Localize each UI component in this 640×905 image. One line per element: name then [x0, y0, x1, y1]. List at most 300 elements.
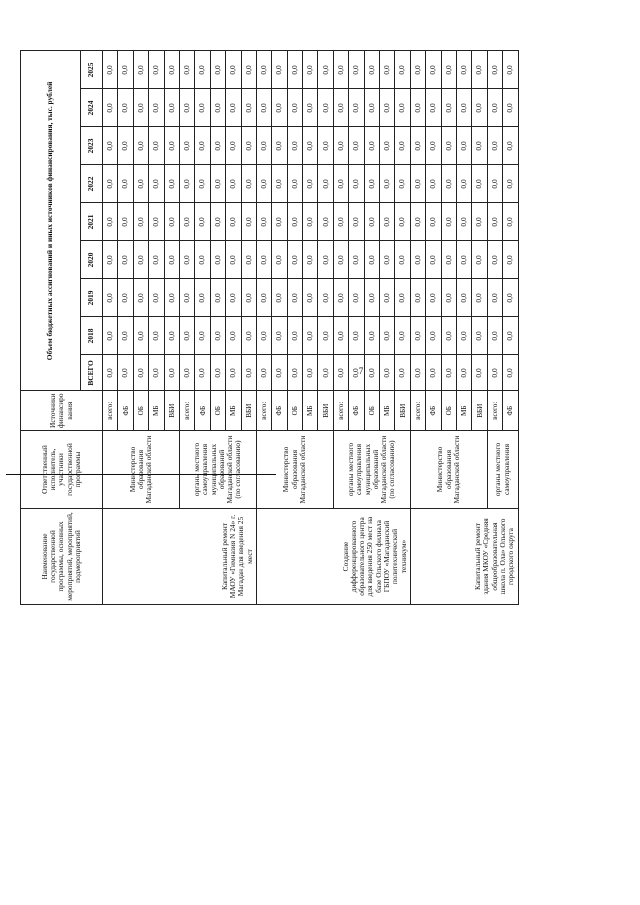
year-value-cell: 0,0 — [210, 127, 225, 165]
year-value-cell: 0,0 — [426, 317, 441, 355]
total-value-cell: 0,0 — [410, 355, 425, 391]
year-value-cell: 0,0 — [487, 279, 502, 317]
year-value-cell: 0,0 — [164, 89, 179, 127]
year-value-cell: 0,0 — [349, 203, 364, 241]
year-value-cell: 0,0 — [318, 165, 333, 203]
year-value-cell: 0,0 — [241, 317, 256, 355]
header-volume: Объем бюджетных ассигнований и иных источников финансирования, тыс. рублей — [21, 51, 81, 391]
year-value-cell: 0,0 — [380, 51, 395, 89]
year-value-cell: 0,0 — [426, 89, 441, 127]
year-value-cell: 0,0 — [133, 51, 148, 89]
total-value-cell: 0,0 — [441, 355, 456, 391]
year-value-cell: 0,0 — [287, 317, 302, 355]
year-value-cell: 0,0 — [503, 317, 518, 355]
year-value-cell: 0,0 — [195, 203, 210, 241]
year-value-cell: 0,0 — [333, 279, 348, 317]
year-value-cell: 0,0 — [179, 317, 194, 355]
year-value-cell: 0,0 — [241, 165, 256, 203]
source-cell: всего: — [179, 391, 194, 431]
year-value-cell: 0,0 — [195, 317, 210, 355]
year-value-cell: 0,0 — [472, 279, 487, 317]
year-value-cell: 0,0 — [441, 203, 456, 241]
year-value-cell: 0,0 — [503, 51, 518, 89]
year-value-cell: 0,0 — [487, 241, 502, 279]
source-cell: ОБ — [287, 391, 302, 431]
year-value-cell: 0,0 — [410, 203, 425, 241]
year-value-cell: 0,0 — [226, 317, 241, 355]
year-value-cell: 0,0 — [195, 89, 210, 127]
year-value-cell: 0,0 — [487, 317, 502, 355]
year-value-cell: 0,0 — [179, 203, 194, 241]
year-value-cell: 0,0 — [410, 89, 425, 127]
year-value-cell: 0,0 — [395, 203, 410, 241]
year-value-cell: 0,0 — [487, 165, 502, 203]
year-value-cell: 0,0 — [164, 241, 179, 279]
year-value-cell: 0,0 — [149, 89, 164, 127]
year-value-cell: 0,0 — [303, 203, 318, 241]
year-value-cell: 0,0 — [256, 241, 271, 279]
year-value-cell: 0,0 — [256, 279, 271, 317]
year-value-cell: 0,0 — [164, 317, 179, 355]
year-value-cell: 0,0 — [272, 127, 287, 165]
year-value-cell: 0,0 — [149, 51, 164, 89]
year-value-cell: 0,0 — [364, 203, 379, 241]
year-value-cell: 0,0 — [226, 279, 241, 317]
year-value-cell: 0,0 — [349, 89, 364, 127]
year-value-cell: 0,0 — [333, 165, 348, 203]
year-value-cell: 0,0 — [103, 203, 118, 241]
year-value-cell: 0,0 — [226, 203, 241, 241]
header-source: Источники финансиро вания — [21, 391, 103, 431]
year-value-cell: 0,0 — [149, 317, 164, 355]
year-value-cell: 0,0 — [210, 203, 225, 241]
source-cell: ВБИ — [164, 391, 179, 431]
source-cell: ВБИ — [472, 391, 487, 431]
year-value-cell: 0,0 — [349, 317, 364, 355]
year-value-cell: 0,0 — [179, 51, 194, 89]
year-value-cell: 0,0 — [364, 241, 379, 279]
year-value-cell: 0,0 — [164, 127, 179, 165]
year-value-cell: 0,0 — [195, 241, 210, 279]
year-value-cell: 0,0 — [456, 279, 471, 317]
total-value-cell: 0,0 — [210, 355, 225, 391]
year-value-cell: 0,0 — [164, 203, 179, 241]
year-value-cell: 0,0 — [472, 89, 487, 127]
year-value-cell: 0,0 — [318, 51, 333, 89]
source-cell: ФБ — [118, 391, 133, 431]
year-value-cell: 0,0 — [364, 317, 379, 355]
source-cell: ОБ — [133, 391, 148, 431]
year-value-cell: 0,0 — [118, 279, 133, 317]
year-value-cell: 0,0 — [426, 127, 441, 165]
year-value-cell: 0,0 — [380, 127, 395, 165]
year-value-cell: 0,0 — [456, 127, 471, 165]
year-value-cell: 0,0 — [103, 279, 118, 317]
year-value-cell: 0,0 — [118, 51, 133, 89]
year-value-cell: 0,0 — [241, 127, 256, 165]
year-value-cell: 0,0 — [103, 51, 118, 89]
year-value-cell: 0,0 — [318, 203, 333, 241]
header-year: 2021 — [81, 203, 103, 241]
year-value-cell: 0,0 — [364, 279, 379, 317]
year-value-cell: 0,0 — [149, 127, 164, 165]
total-value-cell: 0,0 — [456, 355, 471, 391]
year-value-cell: 0,0 — [287, 241, 302, 279]
year-value-cell: 0,0 — [410, 279, 425, 317]
header-year: 2025 — [81, 51, 103, 89]
year-value-cell: 0,0 — [226, 51, 241, 89]
year-value-cell: 0,0 — [503, 241, 518, 279]
year-value-cell: 0,0 — [456, 317, 471, 355]
year-value-cell: 0,0 — [241, 279, 256, 317]
year-value-cell: 0,0 — [179, 89, 194, 127]
header-year: 2019 — [81, 279, 103, 317]
source-cell: ФБ — [272, 391, 287, 431]
source-cell: ФБ — [426, 391, 441, 431]
year-value-cell: 0,0 — [487, 51, 502, 89]
year-value-cell: 0,0 — [487, 89, 502, 127]
executor-cell: органы местного самоуправления муниципальных образований Магаданской области (по согласованию) — [179, 431, 256, 509]
year-value-cell: 0,0 — [195, 51, 210, 89]
total-value-cell: 0,0 — [179, 355, 194, 391]
total-value-cell: 0,0 — [103, 355, 118, 391]
year-value-cell: 0,0 — [256, 89, 271, 127]
year-value-cell: 0,0 — [456, 203, 471, 241]
year-value-cell: 0,0 — [287, 279, 302, 317]
year-value-cell: 0,0 — [241, 203, 256, 241]
year-value-cell: 0,0 — [456, 51, 471, 89]
year-value-cell: 0,0 — [410, 127, 425, 165]
year-value-cell: 0,0 — [441, 317, 456, 355]
year-value-cell: 0,0 — [426, 165, 441, 203]
year-value-cell: 0,0 — [426, 51, 441, 89]
year-value-cell: 0,0 — [287, 203, 302, 241]
year-value-cell: 0,0 — [287, 127, 302, 165]
funding-table — [20, 50, 519, 605]
year-value-cell: 0,0 — [210, 279, 225, 317]
year-value-cell: 0,0 — [487, 127, 502, 165]
year-value-cell: 0,0 — [133, 127, 148, 165]
source-cell: МБ — [380, 391, 395, 431]
year-value-cell: 0,0 — [118, 241, 133, 279]
year-value-cell: 0,0 — [179, 241, 194, 279]
year-value-cell: 0,0 — [133, 279, 148, 317]
year-value-cell: 0,0 — [395, 89, 410, 127]
total-value-cell: 0,0 — [349, 355, 364, 391]
year-value-cell: 0,0 — [349, 51, 364, 89]
total-value-cell: 0,0 — [226, 355, 241, 391]
source-cell: МБ — [226, 391, 241, 431]
year-value-cell: 0,0 — [210, 241, 225, 279]
year-value-cell: 0,0 — [303, 51, 318, 89]
year-value-cell: 0,0 — [472, 127, 487, 165]
year-value-cell: 0,0 — [472, 241, 487, 279]
source-cell: МБ — [303, 391, 318, 431]
year-value-cell: 0,0 — [380, 89, 395, 127]
year-value-cell: 0,0 — [333, 127, 348, 165]
header-year: 2024 — [81, 89, 103, 127]
year-value-cell: 0,0 — [349, 165, 364, 203]
year-value-cell: 0,0 — [364, 51, 379, 89]
year-value-cell: 0,0 — [103, 127, 118, 165]
total-value-cell: 0,0 — [241, 355, 256, 391]
year-value-cell: 0,0 — [472, 165, 487, 203]
source-cell: ФБ — [195, 391, 210, 431]
total-value-cell: 0,0 — [426, 355, 441, 391]
total-value-cell: 0,0 — [287, 355, 302, 391]
year-value-cell: 0,0 — [256, 317, 271, 355]
year-value-cell: 0,0 — [287, 165, 302, 203]
source-cell: ВБИ — [395, 391, 410, 431]
source-cell: МБ — [149, 391, 164, 431]
source-cell: МБ — [456, 391, 471, 431]
year-value-cell: 0,0 — [426, 279, 441, 317]
year-value-cell: 0,0 — [210, 51, 225, 89]
year-value-cell: 0,0 — [303, 317, 318, 355]
year-value-cell: 0,0 — [333, 317, 348, 355]
year-value-cell: 0,0 — [318, 317, 333, 355]
year-value-cell: 0,0 — [410, 317, 425, 355]
year-value-cell: 0,0 — [241, 241, 256, 279]
year-value-cell: 0,0 — [395, 317, 410, 355]
source-cell: ОБ — [364, 391, 379, 431]
total-value-cell: 0,0 — [303, 355, 318, 391]
total-value-cell: 0,0 — [149, 355, 164, 391]
total-value-cell: 0,0 — [395, 355, 410, 391]
year-value-cell: 0,0 — [318, 279, 333, 317]
year-value-cell: 0,0 — [164, 279, 179, 317]
year-value-cell: 0,0 — [149, 165, 164, 203]
year-value-cell: 0,0 — [179, 127, 194, 165]
year-value-cell: 0,0 — [272, 51, 287, 89]
year-value-cell: 0,0 — [456, 165, 471, 203]
year-value-cell: 0,0 — [349, 279, 364, 317]
year-value-cell: 0,0 — [395, 279, 410, 317]
year-value-cell: 0,0 — [149, 203, 164, 241]
year-value-cell: 0,0 — [149, 279, 164, 317]
year-value-cell: 0,0 — [133, 317, 148, 355]
year-value-cell: 0,0 — [503, 127, 518, 165]
executor-cell: Министерство образования Магаданской области — [410, 431, 487, 509]
year-value-cell: 0,0 — [380, 279, 395, 317]
year-value-cell: 0,0 — [441, 127, 456, 165]
source-cell: ФБ — [503, 391, 518, 431]
total-value-cell: 0,0 — [380, 355, 395, 391]
year-value-cell: 0,0 — [303, 279, 318, 317]
year-value-cell: 0,0 — [472, 317, 487, 355]
total-value-cell: 0,0 — [472, 355, 487, 391]
total-value-cell: 0,0 — [503, 355, 518, 391]
year-value-cell: 0,0 — [210, 317, 225, 355]
year-value-cell: 0,0 — [256, 127, 271, 165]
year-value-cell: 0,0 — [133, 165, 148, 203]
total-value-cell: 0,0 — [118, 355, 133, 391]
year-value-cell: 0,0 — [272, 165, 287, 203]
year-value-cell: 0,0 — [287, 89, 302, 127]
year-value-cell: 0,0 — [133, 241, 148, 279]
total-value-cell: 0,0 — [272, 355, 287, 391]
year-value-cell: 0,0 — [133, 89, 148, 127]
year-value-cell: 0,0 — [149, 241, 164, 279]
year-value-cell: 0,0 — [256, 203, 271, 241]
total-value-cell: 0,0 — [333, 355, 348, 391]
year-value-cell: 0,0 — [441, 89, 456, 127]
year-value-cell: 0,0 — [487, 203, 502, 241]
year-value-cell: 0,0 — [441, 165, 456, 203]
year-value-cell: 0,0 — [364, 127, 379, 165]
year-value-cell: 0,0 — [179, 279, 194, 317]
year-value-cell: 0,0 — [195, 127, 210, 165]
year-value-cell: 0,0 — [380, 317, 395, 355]
page-number: 7 — [358, 365, 364, 376]
source-cell: всего: — [487, 391, 502, 431]
year-value-cell: 0,0 — [503, 203, 518, 241]
year-value-cell: 0,0 — [456, 89, 471, 127]
header-year: 2020 — [81, 241, 103, 279]
year-value-cell: 0,0 — [333, 241, 348, 279]
year-value-cell: 0,0 — [380, 241, 395, 279]
source-cell: всего: — [410, 391, 425, 431]
year-value-cell: 0,0 — [472, 51, 487, 89]
year-value-cell: 0,0 — [333, 203, 348, 241]
executor-cell: Министерство образования Магаданской области — [256, 431, 333, 509]
year-value-cell: 0,0 — [179, 165, 194, 203]
year-value-cell: 0,0 — [118, 203, 133, 241]
source-cell: ВБИ — [241, 391, 256, 431]
year-value-cell: 0,0 — [456, 241, 471, 279]
total-value-cell: 0,0 — [195, 355, 210, 391]
year-value-cell: 0,0 — [272, 317, 287, 355]
header-year: 2022 — [81, 165, 103, 203]
measure-name-cell: Капитальный ремонт здания МКОУ «Средняя общеобразовательная школа п. Ола» Ольского городского округа — [410, 509, 518, 605]
source-cell: всего: — [256, 391, 271, 431]
total-value-cell: 0,0 — [133, 355, 148, 391]
year-value-cell: 0,0 — [395, 127, 410, 165]
year-value-cell: 0,0 — [241, 89, 256, 127]
year-value-cell: 0,0 — [441, 241, 456, 279]
table-header — [21, 51, 103, 605]
table-row — [256, 51, 271, 605]
year-value-cell: 0,0 — [303, 165, 318, 203]
total-value-cell: 0,0 — [364, 355, 379, 391]
year-value-cell: 0,0 — [241, 51, 256, 89]
year-value-cell: 0,0 — [103, 165, 118, 203]
year-value-cell: 0,0 — [103, 317, 118, 355]
header-executor: Ответственный исполнитель, участники государственной программы — [21, 431, 103, 509]
year-value-cell: 0,0 — [441, 51, 456, 89]
year-value-cell: 0,0 — [349, 241, 364, 279]
year-value-cell: 0,0 — [364, 89, 379, 127]
year-value-cell: 0,0 — [164, 51, 179, 89]
year-value-cell: 0,0 — [256, 51, 271, 89]
source-cell: всего: — [103, 391, 118, 431]
total-value-cell: 0,0 — [256, 355, 271, 391]
year-value-cell: 0,0 — [395, 51, 410, 89]
year-value-cell: 0,0 — [364, 165, 379, 203]
year-value-cell: 0,0 — [103, 89, 118, 127]
year-value-cell: 0,0 — [426, 241, 441, 279]
year-value-cell: 0,0 — [318, 89, 333, 127]
year-value-cell: 0,0 — [410, 241, 425, 279]
year-value-cell: 0,0 — [472, 203, 487, 241]
executor-cell: Министерство образования Магаданской области — [103, 431, 180, 509]
year-value-cell: 0,0 — [303, 241, 318, 279]
year-value-cell: 0,0 — [226, 127, 241, 165]
year-value-cell: 0,0 — [195, 279, 210, 317]
source-cell: ФБ — [349, 391, 364, 431]
year-value-cell: 0,0 — [380, 203, 395, 241]
executor-cell: органы местного самоуправления — [487, 431, 518, 509]
section-divider-line — [6, 474, 276, 475]
year-value-cell: 0,0 — [272, 241, 287, 279]
year-value-cell: 0,0 — [118, 317, 133, 355]
year-value-cell: 0,0 — [503, 279, 518, 317]
year-value-cell: 0,0 — [349, 127, 364, 165]
year-value-cell: 0,0 — [226, 165, 241, 203]
year-value-cell: 0,0 — [256, 165, 271, 203]
year-value-cell: 0,0 — [118, 165, 133, 203]
year-value-cell: 0,0 — [333, 51, 348, 89]
header-year: 2018 — [81, 317, 103, 355]
year-value-cell: 0,0 — [210, 89, 225, 127]
year-value-cell: 0,0 — [133, 203, 148, 241]
year-value-cell: 0,0 — [118, 89, 133, 127]
source-cell: ОБ — [210, 391, 225, 431]
year-value-cell: 0,0 — [410, 165, 425, 203]
year-value-cell: 0,0 — [195, 165, 210, 203]
year-value-cell: 0,0 — [503, 165, 518, 203]
year-value-cell: 0,0 — [303, 127, 318, 165]
year-value-cell: 0,0 — [226, 241, 241, 279]
year-value-cell: 0,0 — [103, 241, 118, 279]
year-value-cell: 0,0 — [226, 89, 241, 127]
table-body — [103, 51, 519, 605]
year-value-cell: 0,0 — [287, 51, 302, 89]
source-cell: ОБ — [441, 391, 456, 431]
source-cell: всего: — [333, 391, 348, 431]
year-value-cell: 0,0 — [118, 127, 133, 165]
year-value-cell: 0,0 — [410, 51, 425, 89]
year-value-cell: 0,0 — [272, 89, 287, 127]
year-value-cell: 0,0 — [380, 165, 395, 203]
year-value-cell: 0,0 — [210, 165, 225, 203]
year-value-cell: 0,0 — [318, 241, 333, 279]
year-value-cell: 0,0 — [333, 89, 348, 127]
header-total: ВСЕГО — [81, 355, 103, 391]
year-value-cell: 0,0 — [441, 279, 456, 317]
total-value-cell: 0,0 — [164, 355, 179, 391]
year-value-cell: 0,0 — [303, 89, 318, 127]
year-value-cell: 0,0 — [164, 165, 179, 203]
measure-name-cell: Создание дифференцированного образовательного центра для введения 250 мест на базе Ольского филиала ГБПОУ «Магаданский политехнический техникум» — [256, 509, 410, 605]
source-cell: ВБИ — [318, 391, 333, 431]
year-value-cell: 0,0 — [395, 165, 410, 203]
total-value-cell: 0,0 — [487, 355, 502, 391]
table-row — [410, 51, 425, 605]
header-year: 2023 — [81, 127, 103, 165]
year-value-cell: 0,0 — [503, 89, 518, 127]
total-value-cell: 0,0 — [318, 355, 333, 391]
executor-cell: органы местного самоуправления муниципальных образований Магаданской области (по согласованию) — [333, 431, 410, 509]
year-value-cell: 0,0 — [395, 241, 410, 279]
measure-name-cell: Капитальный ремонт МАОУ «Гимназия N 24» г. Магадан для введения 25 мест — [103, 509, 257, 605]
year-value-cell: 0,0 — [272, 279, 287, 317]
table-row — [103, 51, 118, 605]
year-value-cell: 0,0 — [318, 127, 333, 165]
year-value-cell: 0,0 — [426, 203, 441, 241]
header-name: Наименование государственной программы, основных мероприятий, мероприятий, подмероприятий — [21, 509, 103, 605]
year-value-cell: 0,0 — [272, 203, 287, 241]
